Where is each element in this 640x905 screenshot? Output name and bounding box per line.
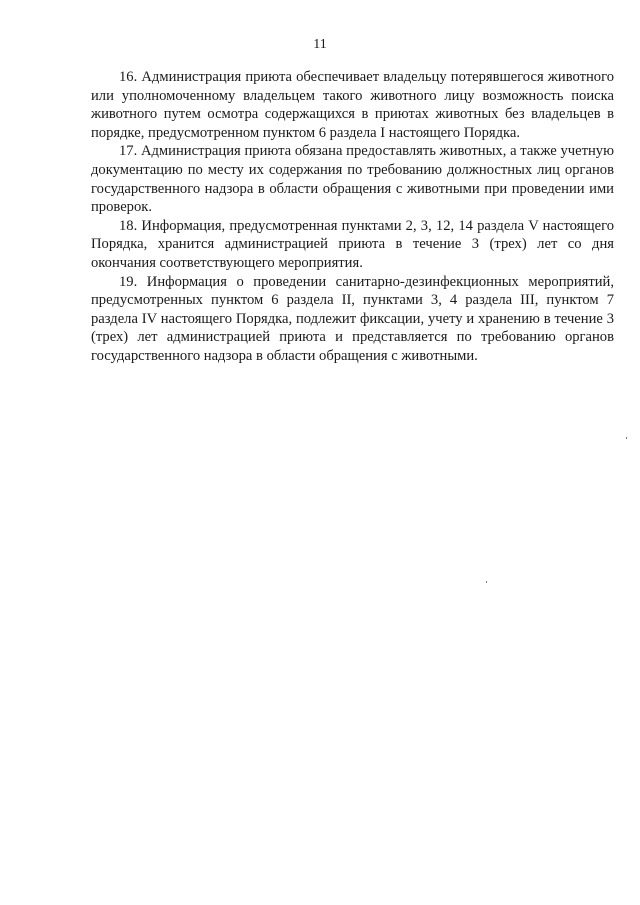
paragraph-18: 18. Информация, предусмотренная пунктами 2, 3, 12, 14 раздела V настоящего Порядка, хранится администрацией приюта в течение 3 (трех) лет со дня окончания соответствующего мероприятия.	[91, 217, 614, 271]
scan-speck-lower	[486, 581, 487, 583]
paragraph-17: 17. Администрация приюта обязана предоставлять животных, а также учетную документацию по месту их содержания по требованию должностных лиц органов государственного надзора в области обращения с животными при проведении ими проверок.	[91, 143, 614, 216]
paragraph-19: 19. Информация о проведении санитарно-дезинфекционных мероприятий, предусмотренных пунктом 6 раздела II, пунктами 3, 4 раздела III, пунктом 7 раздела IV настоящего Порядка, подлежит фиксации, учету и хранению в течение 3 (трех) лет администрацией приюта и представляется по требованию органов государственного надзора в области обращения с животными.	[91, 273, 614, 364]
page-number: 11	[313, 37, 327, 52]
paragraph-16: 16. Администрация приюта обеспечивает владельцу потерявшегося животного или уполномоченному владельцем такого животного лицу возможность поиска животного путем осмотра содержащихся в приютах животных без владельцев в порядке, предусмотренном пунктом 6 раздела I настоящего Порядка.	[91, 69, 614, 141]
scan-speck-right	[626, 437, 627, 439]
document-body	[91, 68, 614, 366]
